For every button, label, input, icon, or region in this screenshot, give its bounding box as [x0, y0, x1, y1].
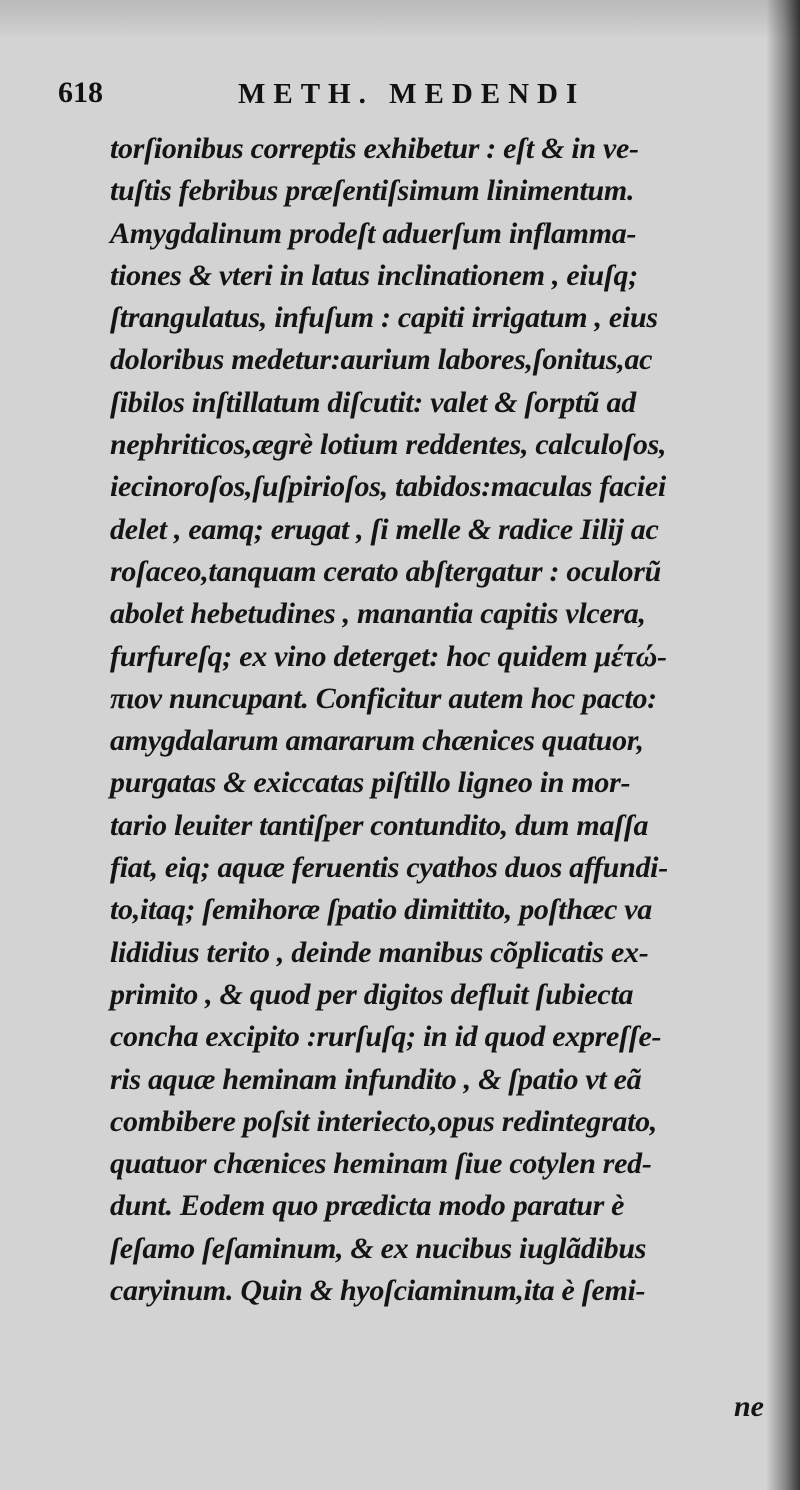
text-line: πιον nuncupant. Conficitur autem hoc pacto:	[110, 681, 657, 715]
text-line: torſionibus correptis exhibetur : eſt & in ve-	[110, 132, 639, 165]
text-line: doloribus medetur:aurium labores,ſonitus,ac	[110, 343, 653, 377]
text-line: iecinoroſos,ſuſpirioſos, tabidos:maculas faciei	[110, 470, 666, 504]
text-line: Amygdalinum prodeſt aduerſum inflamma-	[110, 216, 637, 250]
body-text	[110, 128, 772, 1312]
text-line: amygdalarum amararum chænices quatuor,	[110, 724, 644, 758]
text-line: ris aquæ heminam infundito , & ſpatio vt eã	[110, 1062, 642, 1096]
text-line: tiones & vteri in latus inclinationem , eiuſq;	[110, 258, 638, 292]
text-line: primito , & quod per digitos defluit ſubiecta	[110, 977, 634, 1011]
page-top-shadow	[0, 0, 800, 40]
text-line: ſeſamo ſeſaminum, & ex nucibus iuglãdibus	[110, 1231, 647, 1265]
text-line: purgatas & exiccatas piſtillo ligneo in mor-	[110, 766, 631, 800]
page-gutter-shadow	[766, 0, 800, 1490]
text-line: ſtrangulatus, infuſum : capiti irrigatum , eius	[110, 301, 658, 335]
text-line: lididius terito , deinde manibus cõplicatis ex-	[110, 935, 649, 969]
catchword: ne	[734, 1390, 764, 1423]
text-line: quatuor chænices heminam ſiue cotylen red-	[110, 1147, 652, 1181]
text-line: tario leuiter tantiſper contundito, dum maſſa	[110, 808, 649, 842]
page-number: 618	[58, 76, 103, 109]
text-line: to,itaq; ſemihoræ ſpatio dimittito, poſthæc va	[110, 893, 653, 927]
text-line: tuſtis febribus præſentiſsimum linimentum.	[110, 174, 635, 208]
text-line: roſaceo,tanquam cerato abſtergatur : oculorũ	[110, 554, 661, 588]
text-line: delet , eamq; erugat , ſi melle & radice Iilij ac	[110, 512, 659, 546]
text-line: concha excipito :rurſuſq; in id quod expreſſe-	[110, 1020, 662, 1054]
running-head: METH. MEDENDI	[238, 78, 586, 110]
text-line: abolet hebetudines , manantia capitis vlcera,	[110, 597, 646, 631]
page-header	[58, 70, 758, 120]
text-line: ſibilos inſtillatum diſcutit: valet & ſorptũ ad	[110, 385, 636, 419]
text-line: fiat, eiq; aquæ feruentis cyathos duos affundi-	[110, 851, 668, 885]
text-line: nephriticos,ægrè lotium reddentes, calculoſos,	[110, 428, 667, 462]
text-line: caryinum. Quin & hyoſciaminum,ita è ſemi-	[110, 1274, 646, 1308]
text-line: dunt. Eodem quo prædicta modo paratur è	[110, 1189, 625, 1223]
text-line: combibere poſsit interiecto,opus redintegrato,	[110, 1104, 658, 1138]
text-line: furfureſq; ex vino deterget: hoc quidem μέτώ-	[110, 639, 667, 673]
